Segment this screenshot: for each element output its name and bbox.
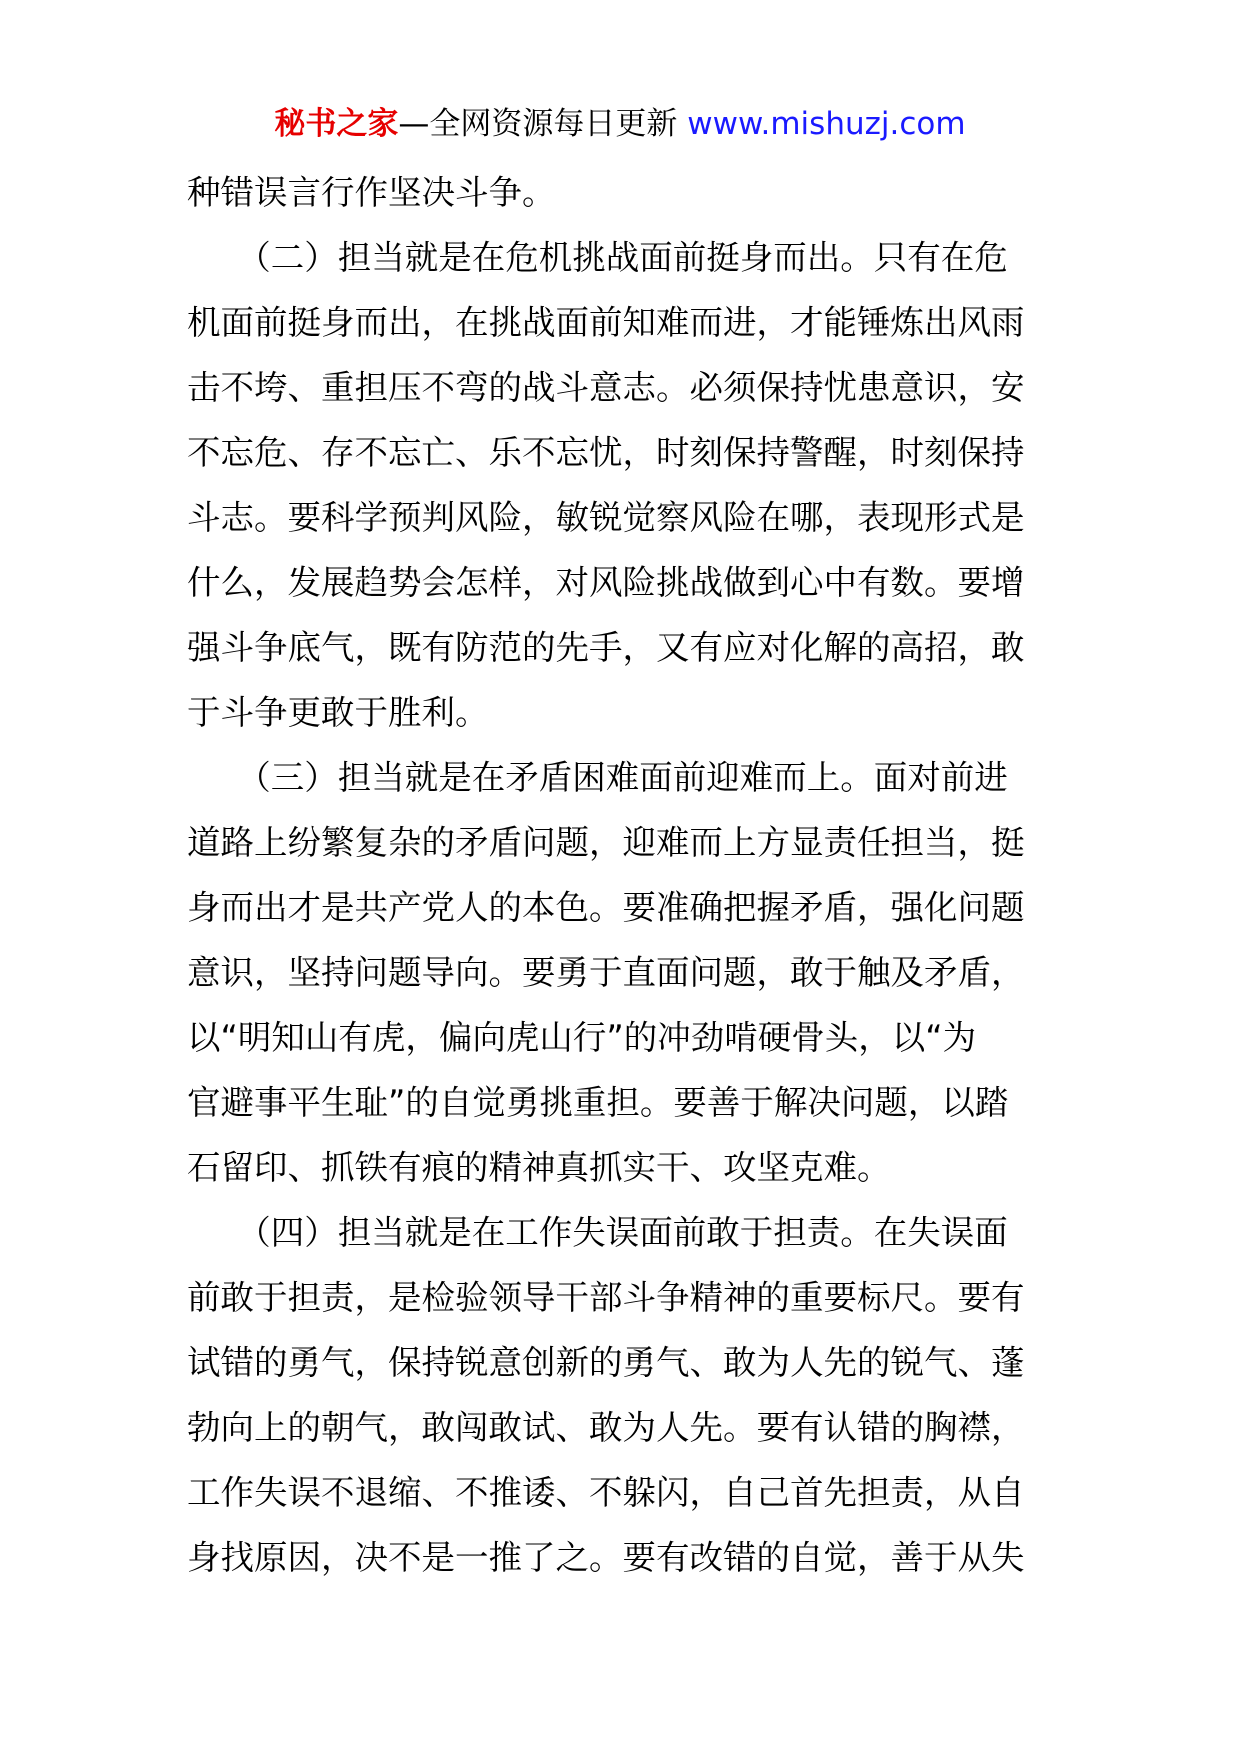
website-url[interactable]: www.mishuzj.com [687,106,966,142]
text-line: （二）担当就是在危机挑战面前挺身而出。只有在危 [187,238,1008,277]
text-line: 道路上纷繁复杂的矛盾问题，迎难而上方显责任担当，挺 [187,823,1025,862]
text-line: 机面前挺身而出，在挑战面前知难而进，才能锤炼出风雨 [187,303,1025,342]
brand-name: 秘书之家 [274,106,399,142]
text-line: 石留印、抓铁有痕的精神真抓实干、攻坚克难。 [187,1148,891,1187]
text-line: 斗志。要科学预判风险，敏锐觉察风险在哪，表现形式是 [187,498,1025,537]
text-line: 前敢于担责，是检验领导干部斗争精神的重要标尺。要有 [187,1278,1025,1317]
header-tagline: —全网资源每日更新 [398,106,688,142]
text-line: 什么，发展趋势会怎样，对风险挑战做到心中有数。要增 [187,563,1025,602]
text-line: 身而出才是共产党人的本色。要准确把握矛盾，强化问题 [187,888,1025,927]
text-line: 种错误言行作坚决斗争。 [187,173,556,212]
text-line: 意识，坚持问题导向。要勇于直面问题，敢于触及矛盾， [187,953,1025,992]
text-line: 不忘危、存不忘亡、乐不忘忧，时刻保持警醒，时刻保持 [187,433,1025,472]
text-line: 强斗争底气，既有防范的先手，又有应对化解的高招，敢 [187,628,1025,667]
text-line: 工作失误不退缩、不推诿、不躲闪，自己首先担责，从自 [187,1473,1025,1512]
document-body [187,160,1057,1590]
text-line: 官避事平生耻”的自觉勇挑重担。要善于解决问题，以踏 [187,1083,1009,1122]
text-line: 试错的勇气，保持锐意创新的勇气、敢为人先的锐气、蓬 [187,1343,1025,1382]
text-line: 于斗争更敢于胜利。 [187,693,489,732]
text-line: 击不垮、重担压不弯的战斗意志。必须保持忧患意识，安 [187,368,1025,407]
text-line: 身找原因，决不是一推了之。要有改错的自觉，善于从失 [187,1538,1025,1577]
text-line: （三）担当就是在矛盾困难面前迎难而上。面对前进 [187,758,1008,797]
page-header [0,104,1240,144]
text-line: 勃向上的朝气，敢闯敢试、敢为人先。要有认错的胸襟， [187,1408,1025,1447]
text-line: （四）担当就是在工作失误面前敢于担责。在失误面 [187,1213,1008,1252]
text-line: 以“明知山有虎，偏向虎山行”的冲劲啃硬骨头，以“为 [187,1018,977,1057]
